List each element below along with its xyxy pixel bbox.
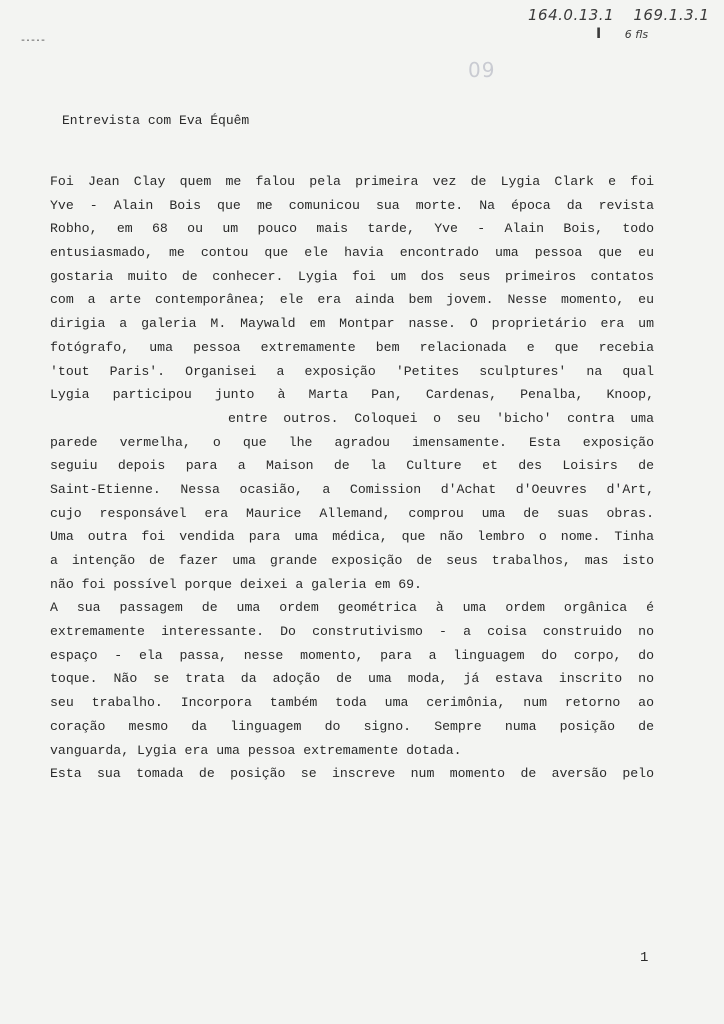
text-line: espaço - ela passa, nesse momento, para a linguagem do corpo, do (50, 647, 654, 663)
text-line: Saint-Etienne. Nessa ocasião, a Comission d'Achat d'Oeuvres d'Art, (50, 481, 654, 497)
folio-count: 6 fls (624, 28, 649, 41)
text-line: Uma outra foi vendida para uma médica, que não lembro o nome. Tinha (50, 529, 654, 545)
volume-mark: I (596, 26, 602, 42)
archive-code-right: 169.1.3.1 (633, 6, 710, 24)
text-line: entusiasmado, me contou que ele havia encontrado uma pessoa que eu (50, 245, 654, 261)
text-line: Esta sua tomada de posição se inscreve num momento de aversão pelo (50, 766, 654, 782)
archive-code-left: 164.0.13.1 (528, 6, 615, 24)
text-line: fotógrafo, uma pessoa extremamente bem relacionada e que recebia (50, 339, 654, 355)
body-text (50, 170, 654, 786)
text-line: coração mesmo da linguagem do signo. Sempre numa posição de (50, 718, 654, 734)
document-title: Entrevista com Eva Équêm (62, 113, 250, 128)
text-line: Lygia participou junto à Marta Pan, Cardenas, Penalba, Knoop, (50, 387, 654, 403)
text-line: 'tout Paris'. Organisei a exposição 'Petites sculptures' na qual (50, 363, 654, 379)
archive-codes (528, 6, 723, 24)
text-line: parede vermelha, o que lhe agradou imensamente. Esta exposição (50, 434, 654, 450)
text-line: cujo responsável era Maurice Allemand, comprou uma de suas obras. (50, 505, 654, 521)
text-line: extremamente interessante. Do construtivismo - a coisa construido no (50, 624, 654, 640)
text-line: seguiu depois para a Maison de la Culture et des Loisirs de (50, 458, 654, 474)
archive-sub (596, 26, 648, 42)
text-line: não foi possível porque deixei a galeria em 69. (50, 576, 422, 592)
text-line: entre outros. Coloquei o seu 'bicho' contra uma (228, 410, 654, 426)
text-line: Foi Jean Clay quem me falou pela primeira vez de Lygia Clark e foi (50, 174, 654, 189)
text-line: Robho, em 68 ou um pouco mais tarde, Yve - Alain Bois, todo (50, 221, 654, 237)
text-line: A sua passagem de uma ordem geométrica à uma ordem orgânica é (50, 600, 654, 616)
text-line: gostaria muito de conhecer. Lygia foi um dos seus primeiros contatos (50, 268, 654, 284)
text-line: vanguarda, Lygia era uma pessoa extremamente dotada. (50, 742, 462, 758)
text-line: dirigia a galeria M. Maywald em Montpar nasse. O proprietário era um (50, 316, 654, 332)
text-line: toque. Não se trata da adoção de uma moda, já estava inscrito no (50, 671, 654, 687)
text-line: com a arte contemporânea; ele era ainda bem jovem. Nesse momento, eu (50, 292, 654, 308)
text-line: Yve - Alain Bois que me comunicou sua morte. Na época da revista (50, 197, 654, 213)
page-number: 1 (640, 950, 649, 966)
corner-mark: -·-·- (20, 36, 46, 47)
text-line: seu trabalho. Incorpora também toda uma cerimônia, num retorno ao (50, 695, 654, 711)
stamp-number: 09 (468, 58, 496, 82)
text-line: a intenção de fazer uma grande exposição de seus trabalhos, mas isto (50, 553, 654, 568)
